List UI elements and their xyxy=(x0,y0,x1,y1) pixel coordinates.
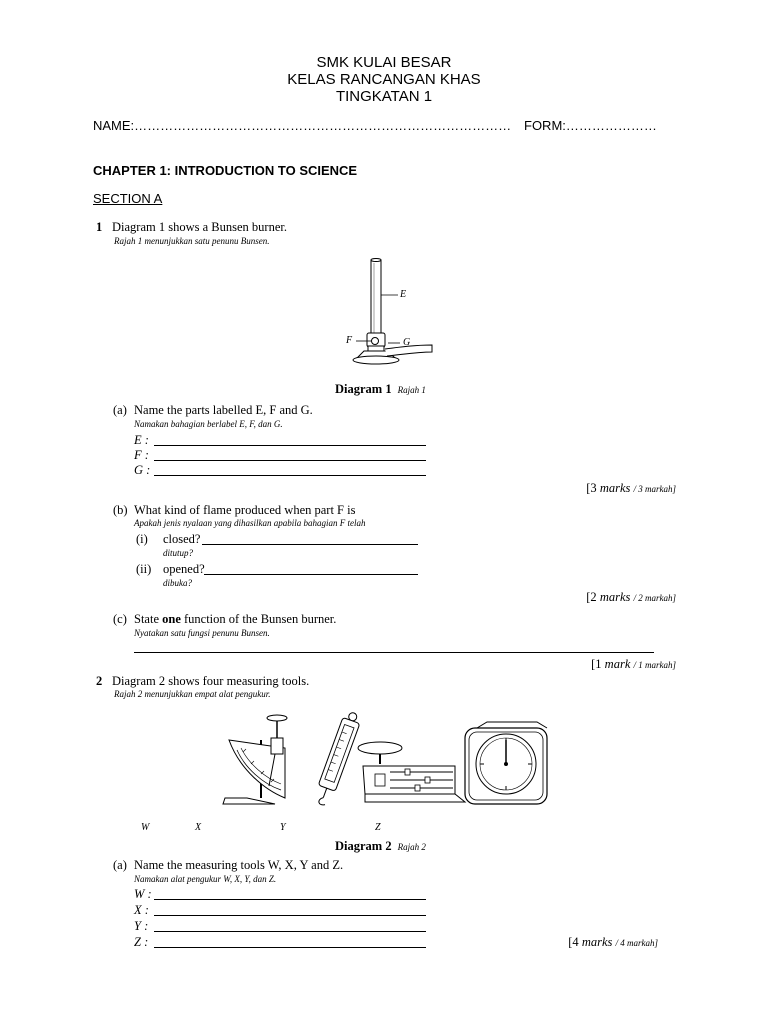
answer-line-x[interactable] xyxy=(154,915,426,916)
question-prompt: Diagram 1 shows a Bunsen burner. xyxy=(112,220,287,234)
marks-q1a: [3 marks / 3 markah] xyxy=(586,481,676,495)
diagram-1-caption: Diagram 1 Rajah 1 xyxy=(335,382,426,396)
part-b-text: What kind of flame produced when part F is xyxy=(134,503,356,517)
question-prompt-ms: Rajah 2 menunjukkan empat alat pengukur. xyxy=(114,689,271,699)
subpart-label: (i) xyxy=(136,532,148,546)
form-field[interactable]: FORM:………………… xyxy=(524,118,657,133)
part-c-text-ms: Nyatakan satu fungsi penunu Bunsen. xyxy=(134,628,270,638)
subpart-i-text: closed? xyxy=(163,532,201,546)
bunsen-burner-diagram xyxy=(330,255,450,375)
question-prompt-ms: Rajah 1 menunjukkan satu penunu Bunsen. xyxy=(114,236,270,246)
diagram-label-e: E xyxy=(400,289,407,300)
answer-label-w: W : xyxy=(134,887,152,901)
answer-line-z[interactable] xyxy=(154,947,426,948)
diagram-1-caption-ms: Rajah 1 xyxy=(397,385,426,395)
part-label: (a) xyxy=(113,403,127,417)
name-field[interactable]: NAME:…………………………………………………………………………… xyxy=(93,118,512,133)
chapter-title: CHAPTER 1: INTRODUCTION TO SCIENCE xyxy=(93,163,358,178)
tool-label-x: X xyxy=(195,822,202,833)
answer-line-y[interactable] xyxy=(154,931,426,932)
diagram-label-f: F xyxy=(346,335,353,346)
answer-line-e[interactable] xyxy=(154,445,426,446)
tool-z-icon xyxy=(465,722,547,804)
tool-w-icon xyxy=(223,715,287,804)
part-a-text-ms: Namakan bahagian berlabel E, F, dan G. xyxy=(134,419,283,429)
part-c-text: State one function of the Bunsen burner. xyxy=(134,612,337,626)
part-label: (a) xyxy=(113,858,127,872)
measuring-tools-diagram xyxy=(215,710,555,810)
answer-line-c[interactable] xyxy=(134,652,654,653)
school-name: SMK KULAI BESAR xyxy=(316,54,452,71)
class-name: KELAS RANCANGAN KHAS xyxy=(287,71,481,88)
tool-label-z: Z xyxy=(375,822,381,833)
part-a-text: Name the parts labelled E, F and G. xyxy=(134,403,313,417)
diagram-label-g: G xyxy=(403,337,411,348)
tool-label-y: Y xyxy=(280,822,286,833)
answer-label-z: Z : xyxy=(134,935,149,949)
answer-line-b-ii[interactable] xyxy=(204,574,418,575)
tool-label-w: W xyxy=(141,822,150,833)
question-prompt: Diagram 2 shows four measuring tools. xyxy=(112,674,310,688)
part-b-text-ms: Apakah jenis nyalaan yang dihasilkan apabila bahagian F telah xyxy=(134,518,366,528)
part-2a-text: Name the measuring tools W, X, Y and Z. xyxy=(134,858,344,872)
tool-y-icon xyxy=(358,742,465,802)
diagram-2-caption: Diagram 2 Rajah 2 xyxy=(335,839,426,853)
question-number: 1 xyxy=(96,220,103,234)
subpart-ii-text: opened? xyxy=(163,562,205,576)
part-label: (b) xyxy=(113,503,128,517)
level-name: TINGKATAN 1 xyxy=(335,88,433,105)
answer-line-w[interactable] xyxy=(154,899,426,900)
tool-x-icon xyxy=(312,710,362,808)
answer-line-g[interactable] xyxy=(154,475,426,476)
part-label: (c) xyxy=(113,612,127,626)
subpart-label: (ii) xyxy=(136,562,152,576)
marks-q1c: [1 mark / 1 markah] xyxy=(591,657,676,671)
answer-line-b-i[interactable] xyxy=(202,544,418,545)
section-title: SECTION A xyxy=(93,191,163,206)
answer-line-f[interactable] xyxy=(154,460,426,461)
answer-label-y: Y : xyxy=(134,919,149,933)
question-number: 2 xyxy=(96,674,103,688)
subpart-ii-ms: dibuka? xyxy=(163,578,192,588)
marks-q2a: [4 marks / 4 markah] xyxy=(568,935,658,949)
answer-label-e: E : xyxy=(134,433,149,447)
part-2a-text-ms: Namakan alat pengukur W, X, Y, dan Z. xyxy=(134,874,277,884)
answer-label-f: F : xyxy=(134,448,149,462)
answer-label-x: X : xyxy=(134,903,149,917)
marks-q1b: [2 marks / 2 markah] xyxy=(586,590,676,604)
subpart-i-ms: ditutup? xyxy=(163,548,194,558)
answer-label-g: G : xyxy=(134,463,151,477)
diagram-2-caption-ms: Rajah 2 xyxy=(397,842,426,852)
